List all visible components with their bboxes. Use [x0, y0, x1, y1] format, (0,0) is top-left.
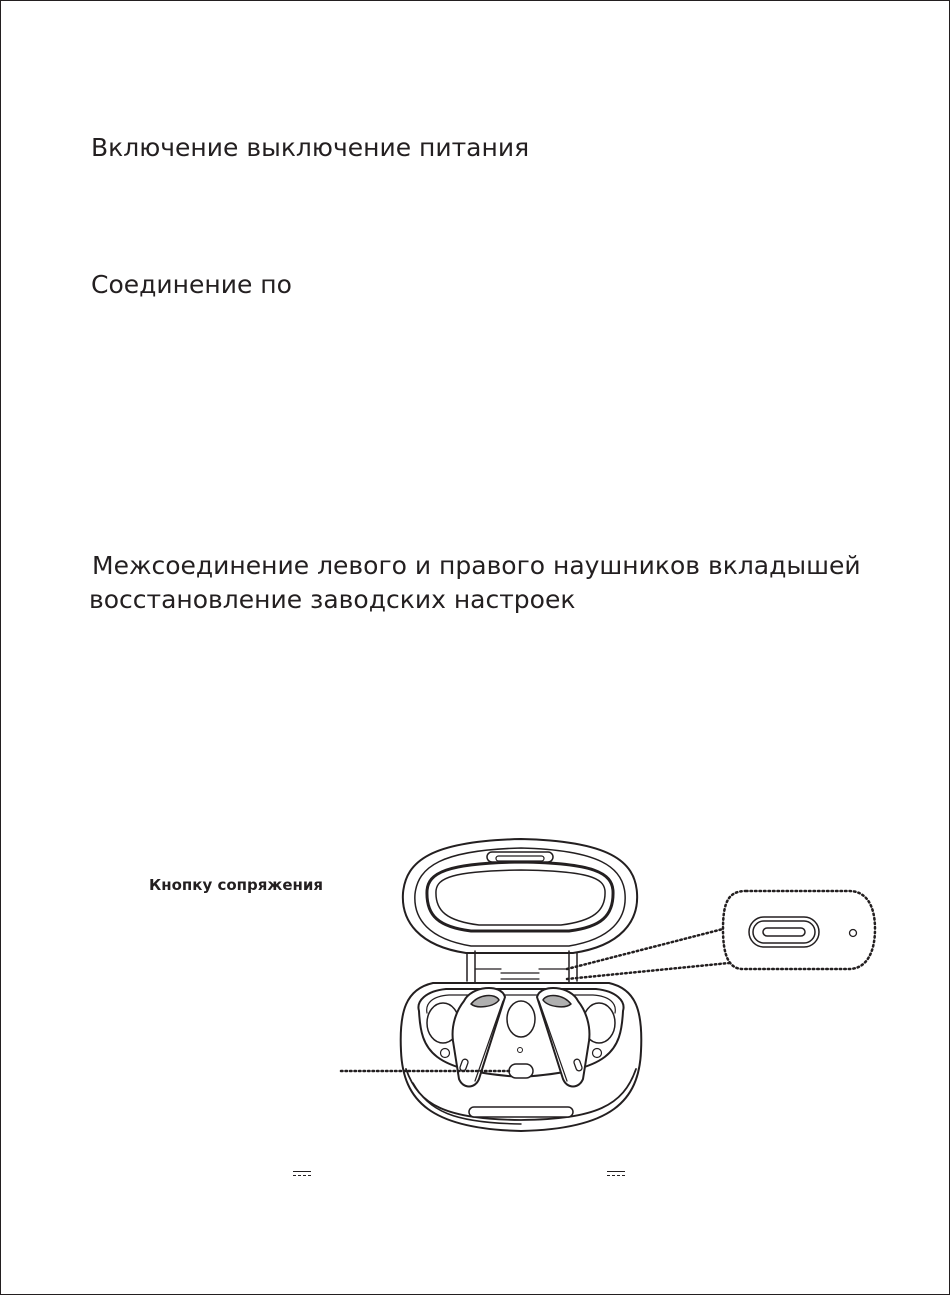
case-lid-icon	[403, 839, 637, 983]
charging-case-illustration	[1, 1, 949, 1294]
power-on-off-heading: Включение выключение питания	[91, 133, 530, 162]
interconnect-heading-line1: Межсоединение левого и правого наушников вкладышей	[92, 551, 861, 580]
pairing-button-icon	[509, 1064, 533, 1078]
usb-c-port-magnified	[723, 891, 875, 969]
pairing-button-callout-label: Кнопку сопряжения	[149, 876, 324, 894]
interconnect-heading-line2: восстановление заводских настроек	[89, 585, 576, 614]
case-base-icon	[401, 983, 642, 1131]
dc-current-symbol-icon	[607, 1171, 625, 1179]
connection-heading: Соединение по	[91, 270, 292, 299]
dc-current-symbol-icon	[293, 1171, 311, 1179]
